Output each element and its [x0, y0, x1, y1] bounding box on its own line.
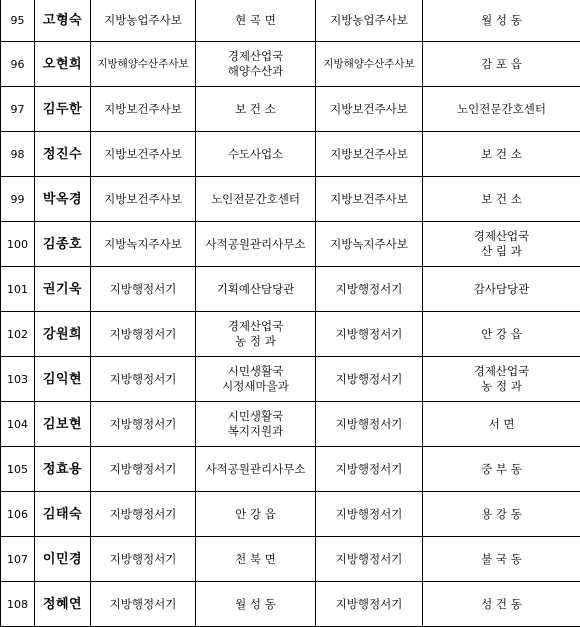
previous-rank: 지방행정서기	[91, 267, 196, 312]
office-line: 사적공원관리사무소	[198, 237, 313, 252]
row-number: 104	[1, 402, 35, 447]
table-row	[1, 177, 580, 222]
new-rank: 지방행정서기	[316, 357, 423, 402]
office-line: 해양수산과	[198, 64, 313, 79]
table-body	[1, 0, 580, 627]
previous-office	[196, 357, 316, 402]
person-name: 김종호	[35, 222, 91, 267]
office-line: 보 건 소	[425, 147, 578, 162]
previous-office	[196, 42, 316, 87]
new-rank: 지방행정서기	[316, 582, 423, 627]
row-number: 103	[1, 357, 35, 402]
previous-office	[196, 87, 316, 132]
table-row	[1, 42, 580, 87]
new-office	[423, 267, 580, 312]
previous-rank: 지방해양수산주사보	[91, 42, 196, 87]
table-row	[1, 132, 580, 177]
office-line: 노인전문간호센터	[425, 102, 578, 117]
table-row	[1, 267, 580, 312]
new-office	[423, 537, 580, 582]
row-number: 96	[1, 42, 35, 87]
new-rank: 지방보건주사보	[316, 177, 423, 222]
previous-office	[196, 267, 316, 312]
new-rank: 지방행정서기	[316, 537, 423, 582]
previous-rank: 지방보건주사보	[91, 177, 196, 222]
new-rank: 지방행정서기	[316, 267, 423, 312]
previous-office	[196, 222, 316, 267]
office-line: 수도사업소	[198, 147, 313, 162]
previous-office	[196, 402, 316, 447]
previous-office	[196, 177, 316, 222]
new-office	[423, 492, 580, 537]
row-number: 108	[1, 582, 35, 627]
table-row	[1, 402, 580, 447]
office-line: 불 국 동	[425, 552, 578, 567]
office-line: 복지지원과	[198, 424, 313, 439]
person-name: 이민경	[35, 537, 91, 582]
table-row	[1, 492, 580, 537]
office-line: 산 림 과	[425, 244, 578, 259]
new-office	[423, 357, 580, 402]
new-office	[423, 42, 580, 87]
new-office	[423, 0, 580, 42]
new-rank: 지방행정서기	[316, 447, 423, 492]
office-line: 보 건 소	[198, 102, 313, 117]
previous-office	[196, 312, 316, 357]
person-name: 김보현	[35, 402, 91, 447]
new-rank: 지방행정서기	[316, 492, 423, 537]
previous-office	[196, 447, 316, 492]
person-name: 강원희	[35, 312, 91, 357]
new-rank: 지방해양수산주사보	[316, 42, 423, 87]
office-line: 감 포 읍	[425, 57, 578, 72]
previous-rank: 지방행정서기	[91, 492, 196, 537]
office-line: 중 부 동	[425, 462, 578, 477]
office-line: 감사담당관	[425, 282, 578, 297]
previous-rank: 지방보건주사보	[91, 132, 196, 177]
person-name: 김두한	[35, 87, 91, 132]
office-line: 농 정 과	[198, 334, 313, 349]
row-number: 101	[1, 267, 35, 312]
previous-office	[196, 132, 316, 177]
person-name: 고형숙	[35, 0, 91, 42]
previous-rank: 지방행정서기	[91, 582, 196, 627]
office-line: 월 성 동	[425, 13, 578, 28]
new-office	[423, 87, 580, 132]
office-line: 성 건 동	[425, 597, 578, 612]
previous-rank: 지방행정서기	[91, 357, 196, 402]
person-name: 오현희	[35, 42, 91, 87]
person-name: 정효용	[35, 447, 91, 492]
previous-rank: 지방행정서기	[91, 537, 196, 582]
new-office	[423, 222, 580, 267]
row-number: 95	[1, 0, 35, 42]
previous-office	[196, 537, 316, 582]
person-name: 김태숙	[35, 492, 91, 537]
office-line: 현 곡 면	[198, 13, 313, 28]
office-line: 경제산업국	[425, 364, 578, 379]
table-row	[1, 537, 580, 582]
office-line: 천 북 면	[198, 552, 313, 567]
new-rank: 지방보건주사보	[316, 132, 423, 177]
office-line: 월 성 동	[198, 597, 313, 612]
row-number: 99	[1, 177, 35, 222]
new-office	[423, 447, 580, 492]
row-number: 102	[1, 312, 35, 357]
row-number: 107	[1, 537, 35, 582]
office-line: 경제산업국	[198, 49, 313, 64]
previous-rank: 지방농업주사보	[91, 0, 196, 42]
table-row	[1, 447, 580, 492]
office-line: 서 면	[425, 417, 578, 432]
table-row	[1, 582, 580, 627]
new-rank: 지방행정서기	[316, 402, 423, 447]
office-line: 경제산업국	[198, 319, 313, 334]
row-number: 100	[1, 222, 35, 267]
row-number: 106	[1, 492, 35, 537]
row-number: 97	[1, 87, 35, 132]
new-rank: 지방녹지주사보	[316, 222, 423, 267]
office-line: 사적공원관리사무소	[198, 462, 313, 477]
new-office	[423, 177, 580, 222]
row-number: 98	[1, 132, 35, 177]
office-line: 용 강 동	[425, 507, 578, 522]
table-row	[1, 312, 580, 357]
previous-rank: 지방행정서기	[91, 402, 196, 447]
previous-rank: 지방녹지주사보	[91, 222, 196, 267]
person-name: 정혜연	[35, 582, 91, 627]
office-line: 보 건 소	[425, 192, 578, 207]
person-name: 정진수	[35, 132, 91, 177]
previous-rank: 지방행정서기	[91, 447, 196, 492]
previous-rank: 지방보건주사보	[91, 87, 196, 132]
previous-office	[196, 492, 316, 537]
person-name: 권기욱	[35, 267, 91, 312]
new-rank: 지방행정서기	[316, 312, 423, 357]
new-office	[423, 402, 580, 447]
office-line: 경제산업국	[425, 229, 578, 244]
office-line: 시정새마을과	[198, 379, 313, 394]
office-line: 안 강 읍	[425, 327, 578, 342]
table-row	[1, 87, 580, 132]
table-row	[1, 0, 580, 42]
person-name: 김익현	[35, 357, 91, 402]
new-office	[423, 582, 580, 627]
table-row	[1, 222, 580, 267]
new-rank: 지방보건주사보	[316, 87, 423, 132]
office-line: 안 강 읍	[198, 507, 313, 522]
office-line: 노인전문간호센터	[198, 192, 313, 207]
person-name: 박옥경	[35, 177, 91, 222]
office-line: 기획예산담당관	[198, 282, 313, 297]
previous-office	[196, 582, 316, 627]
new-office	[423, 132, 580, 177]
new-rank: 지방농업주사보	[316, 0, 423, 42]
previous-office	[196, 0, 316, 42]
office-line: 시민생활국	[198, 409, 313, 424]
office-line: 시민생활국	[198, 364, 313, 379]
row-number: 105	[1, 447, 35, 492]
office-line: 농 정 과	[425, 379, 578, 394]
previous-rank: 지방행정서기	[91, 312, 196, 357]
new-office	[423, 312, 580, 357]
table-row	[1, 357, 580, 402]
